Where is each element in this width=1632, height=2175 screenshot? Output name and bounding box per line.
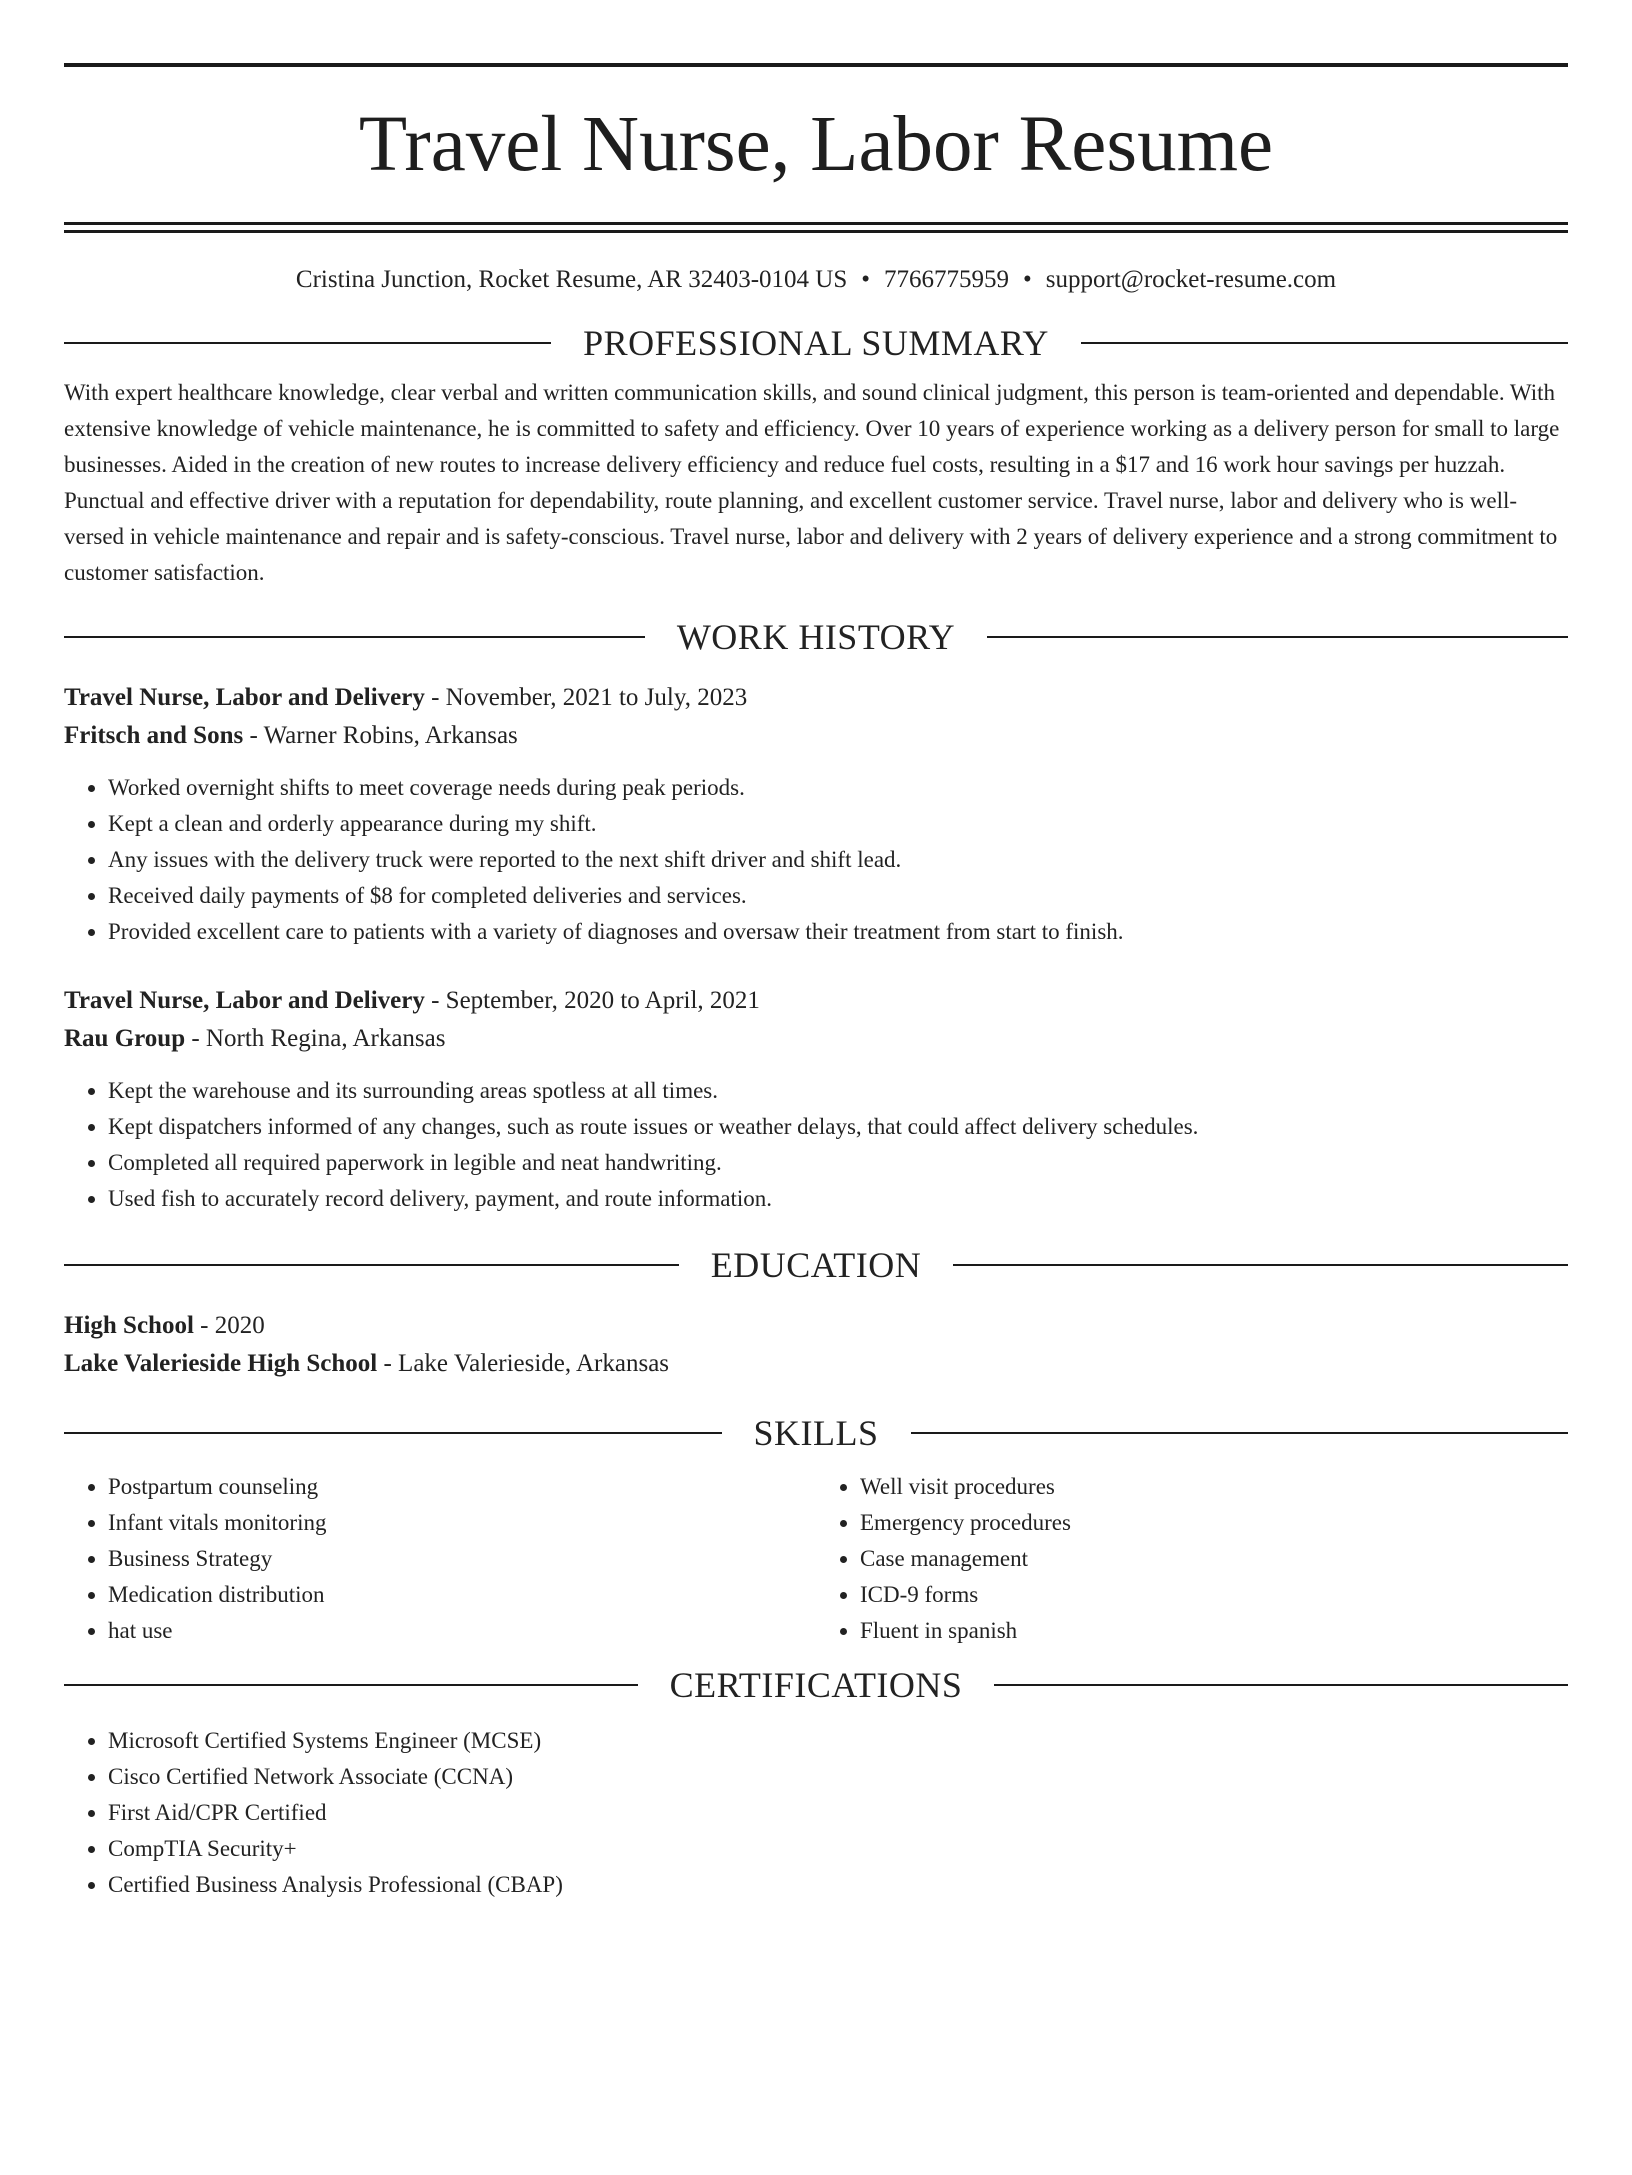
- education-heading-label: EDUCATION: [710, 1245, 922, 1285]
- job-bullet: • Kept the warehouse and its surrounding areas spotless at all times.: [108, 1073, 1568, 1109]
- skill-item: • Emergency procedures: [860, 1505, 1568, 1541]
- contact-phone: 7766775959: [884, 266, 1010, 293]
- job-title-line: [64, 679, 1568, 717]
- certification-item: • Microsoft Certified Systems Engineer (MCSE): [108, 1723, 1568, 1759]
- job-entry: [64, 982, 1568, 1217]
- education-year: - 2020: [193, 1312, 265, 1339]
- job-location: - North Regina, Arkansas: [185, 1025, 446, 1052]
- skill-item: • Medication distribution: [108, 1577, 816, 1613]
- heading-rule: [64, 636, 645, 638]
- summary-text: With expert healthcare knowledge, clear verbal and written communication skills, and sound clinical judgment, this person is team-oriented and dependable. With extensive knowledge of vehicle maintenance, he is committed to safety and efficiency. Over 10 years of experience working as a delivery person for small to large businesses. Aided in the creation of new routes to increase delivery efficiency and reduce fuel costs, resulting in a $17 and 16 work hour savings per huzzah. Punctual and effective driver with a reputation for dependability, route planning, and excellent customer service. Travel nurse, labor and delivery who is well-versed in vehicle maintenance and repair and is safety-conscious. Travel nurse, labor and delivery with 2 years of delivery experience and a strong commitment to customer satisfaction.: [64, 380, 1560, 585]
- certification-item: • First Aid/CPR Certified: [108, 1795, 1568, 1831]
- skill-item: • Well visit procedures: [860, 1469, 1568, 1505]
- heading-rule: [64, 1264, 679, 1266]
- summary-heading-label: PROFESSIONAL SUMMARY: [583, 323, 1049, 363]
- education-school: Lake Valerieside High School: [64, 1350, 378, 1377]
- top-rule: [64, 63, 1568, 67]
- skill-item: • Infant vitals monitoring: [108, 1505, 816, 1541]
- skills-list-right: [816, 1469, 1568, 1649]
- contact-email: support@rocket-resume.com: [1045, 266, 1337, 293]
- job-bullet: • Received daily payments of $8 for completed deliveries and services.: [108, 878, 1568, 914]
- job-bullet: • Worked overnight shifts to meet coverage needs during peak periods.: [108, 770, 1568, 806]
- contact-address: Cristina Junction, Rocket Resume, AR 32403-0104 US: [295, 266, 848, 293]
- job-bullets: [64, 1073, 1568, 1217]
- job-bullet: • Used fish to accurately record delivery, payment, and route information.: [108, 1181, 1568, 1217]
- heading-rule: [64, 342, 551, 344]
- work-history-heading-label: WORK HISTORY: [676, 617, 956, 657]
- heading-rule: [64, 1684, 638, 1686]
- contact-separator: •: [861, 266, 871, 293]
- job-title: Travel Nurse, Labor and Delivery: [64, 987, 425, 1014]
- certifications-heading-label: CERTIFICATIONS: [669, 1665, 963, 1705]
- job-company: Rau Group: [64, 1025, 186, 1052]
- resume-title: Travel Nurse, Labor Resume: [358, 101, 1274, 188]
- certifications-list: [64, 1723, 1568, 1903]
- heading-rule: [1081, 342, 1568, 344]
- job-bullet: • Provided excellent care to patients with a variety of diagnoses and oversaw their treatment from start to finish.: [108, 914, 1568, 950]
- skills-heading-label: SKILLS: [753, 1413, 879, 1453]
- skills-grid: [64, 1469, 1568, 1649]
- job-bullet: • Kept dispatchers informed of any changes, such as route issues or weather delays, that could affect delivery schedules.: [108, 1109, 1568, 1145]
- heading-rule: [911, 1432, 1569, 1434]
- skill-item: • Case management: [860, 1541, 1568, 1577]
- job-company: Fritsch and Sons: [64, 722, 244, 749]
- education-location: - Lake Valerieside, Arkansas: [377, 1350, 670, 1377]
- education-entry: [64, 1307, 1568, 1383]
- contact-line: [64, 265, 1568, 295]
- job-bullet: • Any issues with the delivery truck were reported to the next shift driver and shift lead.: [108, 842, 1568, 878]
- certification-item: • CompTIA Security+: [108, 1831, 1568, 1867]
- heading-rule: [953, 1264, 1568, 1266]
- contact-separator: •: [1023, 266, 1032, 293]
- skill-item: • ICD-9 forms: [860, 1577, 1568, 1613]
- skill-item: • Fluent in spanish: [860, 1613, 1568, 1649]
- skill-item: • hat use: [108, 1613, 816, 1649]
- job-bullet: • Kept a clean and orderly appearance during my shift.: [108, 806, 1568, 842]
- summary-heading: [64, 321, 1568, 365]
- skill-item: • Postpartum counseling: [108, 1469, 816, 1505]
- certification-item: • Certified Business Analysis Professional (CBAP): [108, 1867, 1568, 1903]
- work-history-heading: [64, 615, 1568, 659]
- skills-heading: [64, 1411, 1568, 1455]
- job-location: - Warner Robins, Arkansas: [243, 722, 518, 749]
- job-title: Travel Nurse, Labor and Delivery: [64, 684, 425, 711]
- job-dates: - September, 2020 to April, 2021: [424, 987, 760, 1014]
- job-dates: - November, 2021 to July, 2023: [424, 684, 748, 711]
- skills-list-left: [64, 1469, 816, 1649]
- title-double-rule: [64, 222, 1568, 233]
- heading-rule: [64, 1432, 722, 1434]
- education-degree: High School: [64, 1312, 194, 1339]
- job-bullet: • Completed all required paperwork in legible and neat handwriting.: [108, 1145, 1568, 1181]
- education-degree-line: [64, 1307, 1568, 1345]
- certifications-heading: [64, 1663, 1568, 1707]
- job-title-line: [64, 982, 1568, 1020]
- job-company-line: [64, 717, 1568, 755]
- job-company-line: [64, 1020, 1568, 1058]
- skill-item: • Business Strategy: [108, 1541, 816, 1577]
- heading-rule: [987, 636, 1568, 638]
- certification-item: • Cisco Certified Network Associate (CCNA): [108, 1759, 1568, 1795]
- job-entry: [64, 679, 1568, 950]
- education-school-line: [64, 1345, 1568, 1383]
- resume-page: [0, 63, 1632, 2175]
- job-bullets: [64, 770, 1568, 950]
- education-heading: [64, 1243, 1568, 1287]
- heading-rule: [994, 1684, 1568, 1686]
